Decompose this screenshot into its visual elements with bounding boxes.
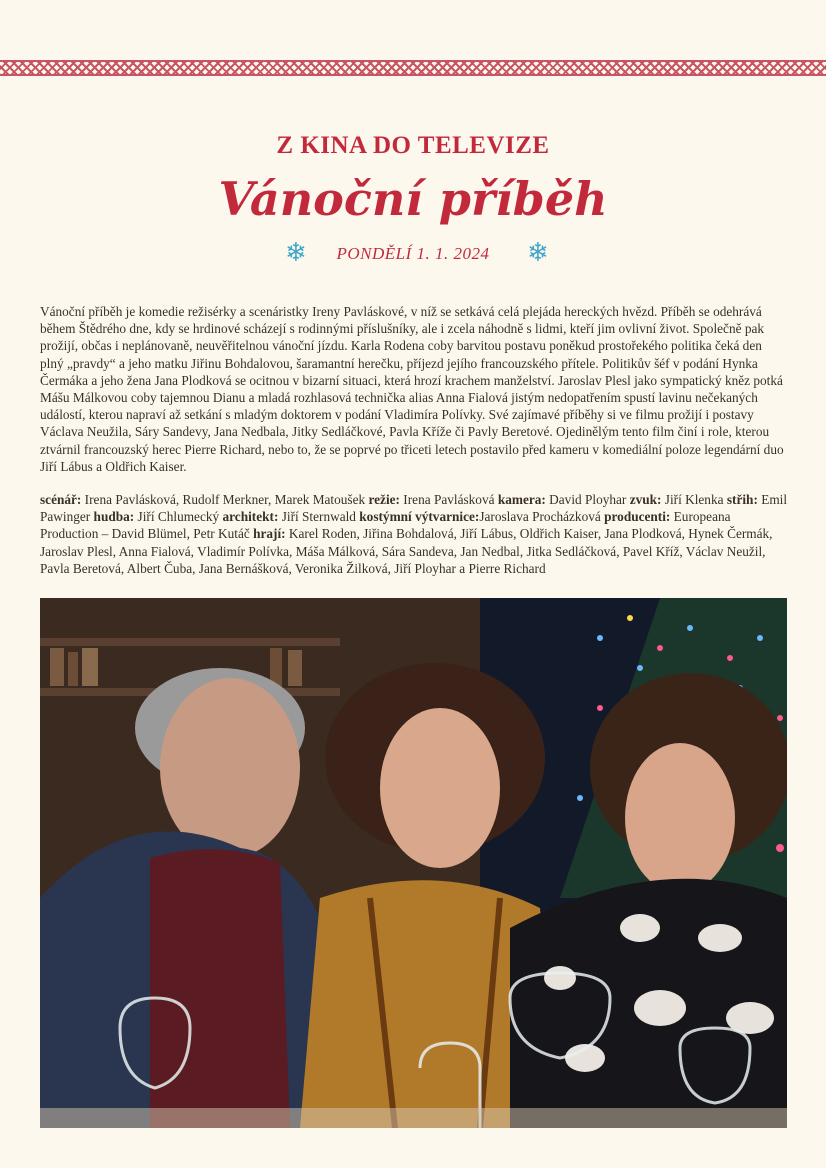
snowflake-icon: ❄ bbox=[285, 238, 307, 268]
credit-value: Jiří Chlumecký bbox=[134, 509, 223, 525]
credit-value: Jaroslava Procházková bbox=[479, 509, 605, 525]
credit-value: Irena Pavlásková bbox=[399, 492, 498, 507]
credit-label: architekt: bbox=[222, 509, 279, 525]
credit-value: David Ployhar bbox=[545, 492, 630, 507]
credits-paragraph bbox=[40, 491, 788, 577]
broadcast-date: PONDĚLÍ 1. 1. 2024 bbox=[336, 244, 490, 263]
credit-label: zvuk: bbox=[629, 492, 662, 507]
credit-label: střih: bbox=[726, 492, 758, 507]
credit-label: kamera: bbox=[497, 492, 546, 507]
credit-value: Europeana Production – David Blümel, Petr Kutáč bbox=[40, 509, 731, 542]
snowflake-icon: ❄ bbox=[527, 238, 549, 268]
decorative-border bbox=[0, 60, 826, 76]
credit-value: Emil Pawinger bbox=[40, 492, 788, 525]
credit-value: Karel Roden, Jiřina Bohdalová, Jiří Lábus, Oldřich Kaiser, Jana Plodková, Hynek Čermák, Jaroslav Plesl, Anna Fialová, Vladimír Polívka, Máša Málková, Sára Sandeva, Jan Nedbal, Jitka Sedláčková, Pavel Kříž, Václav Neužil, Pavla Beretová, Albert Čuba, Jana Bernášková, Veronika Žilková, Jiří Ployhar a Pierre Richard bbox=[40, 526, 773, 576]
section-kicker: Z KINA DO TELEVIZE bbox=[276, 132, 550, 159]
credit-label: kostýmní výtvarnice: bbox=[359, 509, 480, 525]
credit-label: scénář: bbox=[40, 492, 82, 507]
credit-label: hrají: bbox=[253, 526, 286, 542]
synopsis-paragraph: Vánoční příběh je komedie režisérky a scenáristky Ireny Pavláskové, v níž se setkává celá plejáda hereckých hvězd. Příběh se odehrává během Štědrého dne, kdy se hrdinové scházejí s rodinnými příslušníky, ale i zcela náhodně s lidmi, kteří jim ovlivní život. Společně pak prožijí, občas i neplánovaně, neuvěřitelnou vánoční jízdu. Karla Rodena coby barvitou postavu poněkud prostořekého politika čeká den plný „pravdy“ a jeho matku Jiřinu Bohdalovou, šaramantní herečku, příjezd jejího francouzského přítele. Politikův šéf v podání Hynka Čermáka a jeho žena Jana Plodková se ocitnou v bizarní situaci, která hrozí krachem manželství. Jaroslav Plesl jako sympatický kněz potká Mášu Málkovou coby tajemnou Dianu a mladá rozhlasová technička alias Anna Fialová jistým nedopatřením spustí lavinu nečekaných událostí, kterou napraví až setkání s mladým doktorem v podání Vladimíra Polívky. Své zajímavé příběhy si ve filmu prožijí i postavy Václava Neužila, Sáry Sandevy, Jana Nedbala, Jitky Sedláčkové, Pavla Kříže či Pavly Beretové. Ojedinělým tento film činí i role, kterou ztvárnil francouzský herec Pierre Richard, nebo to, že se poprvé po třiceti letech postavilo před kameru v komediální poloze legendární duo Jiří Lábus a Oldřich Kaiser. bbox=[40, 304, 784, 474]
credit-value: Jiří Sternwald bbox=[278, 509, 360, 525]
credit-label: producenti: bbox=[604, 509, 671, 525]
credit-label: hudba: bbox=[93, 509, 135, 525]
credit-value: Jiří Klenka bbox=[661, 492, 727, 507]
page-title: Vánoční příběh bbox=[218, 172, 608, 226]
film-still-illustration bbox=[40, 598, 787, 1128]
date-row bbox=[0, 240, 826, 272]
credit-value: Irena Pavlásková, Rudolf Merkner, Marek Matoušek bbox=[81, 492, 369, 507]
film-still-photo bbox=[40, 598, 787, 1128]
credit-label: režie: bbox=[368, 492, 400, 507]
